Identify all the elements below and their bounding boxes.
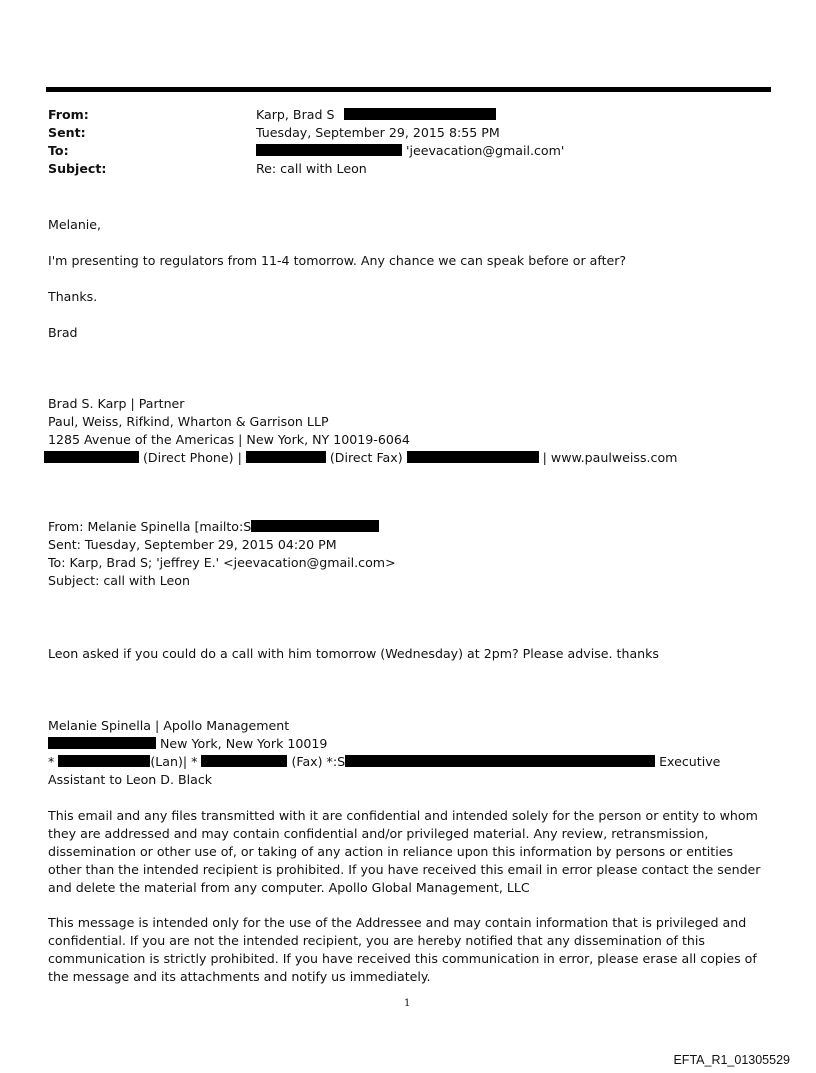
to-label: To: — [48, 143, 69, 158]
reply-greeting: Melanie, — [48, 217, 102, 232]
redaction-bar — [251, 520, 379, 532]
subject-row — [48, 160, 748, 178]
sent-row — [48, 124, 748, 142]
subject-label: Subject: — [48, 161, 107, 176]
from-value: Karp, Brad S — [256, 107, 335, 122]
redaction-bar — [256, 144, 402, 156]
website-link: | www.paulweiss.com — [542, 450, 678, 465]
email-header — [48, 106, 748, 178]
karp-signature-address: 1285 Avenue of the Americas | New York, NY 10019-6064 — [48, 432, 410, 447]
original-to: To: Karp, Brad S; 'jeffrey E.' <jeevacation@gmail.com> — [48, 555, 396, 570]
original-subject: Subject: call with Leon — [48, 573, 190, 588]
sent-label: Sent: — [48, 125, 86, 140]
karp-signature-firm: Paul, Weiss, Rifkind, Wharton & Garrison LLP — [48, 414, 329, 429]
spinella-signature-role: Assistant to Leon D. Black — [48, 772, 213, 787]
karp-signature-title: Brad S. Karp | Partner — [48, 396, 185, 411]
page-number: 1 — [404, 998, 411, 1009]
spinella-signature-title: Melanie Spinella | Apollo Management — [48, 718, 290, 733]
spinella-signature-contact: * (Lan)| * (Fax) *:S Executive — [48, 754, 721, 769]
redaction-bar — [246, 451, 326, 463]
disclaimer-message: This message is intended only for the use of the Addressee and may contain information that is privileged and confidential. If you are not the intended recipient, you are hereby notified that any dissemination of this communication is strictly prohibited. If you have received this communication in error, please erase all copies of the message and its attachments and notify us immediately. — [48, 915, 757, 984]
from-label: From: — [48, 107, 89, 122]
redaction-bar — [345, 755, 655, 767]
bates-number: EFTA_R1_01305529 — [673, 1053, 790, 1067]
subject-value: Re: call with Leon — [256, 161, 367, 176]
original-from: From: Melanie Spinella [mailto:S — [48, 518, 379, 536]
redaction-bar — [48, 737, 156, 749]
redaction-bar — [201, 755, 287, 767]
spinella-signature-address: New York, New York 10019 — [48, 735, 327, 753]
to-value: 'jeevacation@gmail.com' — [406, 143, 565, 158]
to-row — [48, 142, 748, 160]
direct-phone-label: (Direct Phone) | — [143, 450, 242, 465]
redaction-bar — [407, 451, 539, 463]
from-row — [48, 106, 748, 124]
redaction-bar — [44, 451, 139, 463]
redaction-bar — [344, 108, 496, 120]
original-sent: Sent: Tuesday, September 29, 2015 04:20 PM — [48, 537, 337, 552]
reply-thanks: Thanks. — [48, 289, 98, 304]
reply-body: I'm presenting to regulators from 11-4 tomorrow. Any chance we can speak before or after? — [48, 253, 627, 268]
original-body: Leon asked if you could do a call with him tomorrow (Wednesday) at 2pm? Please advise. thanks — [48, 646, 659, 661]
disclaimer-apollo: This email and any files transmitted with it are confidential and intended solely for the person or entity to whom they are addressed and may contain confidential and/or privileged material. Any review, retransmission, dissemination or other use of, or taking of any action in reliance upon this information by persons or entities other than the intended recipient is prohibited. If you have received this email in error please contact the sender and delete the material from any computer. Apollo Global Management, LLC — [48, 808, 761, 895]
reply-name: Brad — [48, 325, 78, 340]
karp-signature-contact — [44, 449, 677, 467]
header-rule — [46, 87, 771, 92]
redaction-bar — [58, 755, 150, 767]
direct-fax-label: (Direct Fax) — [329, 450, 403, 465]
sent-value: Tuesday, September 29, 2015 8:55 PM — [256, 125, 500, 140]
